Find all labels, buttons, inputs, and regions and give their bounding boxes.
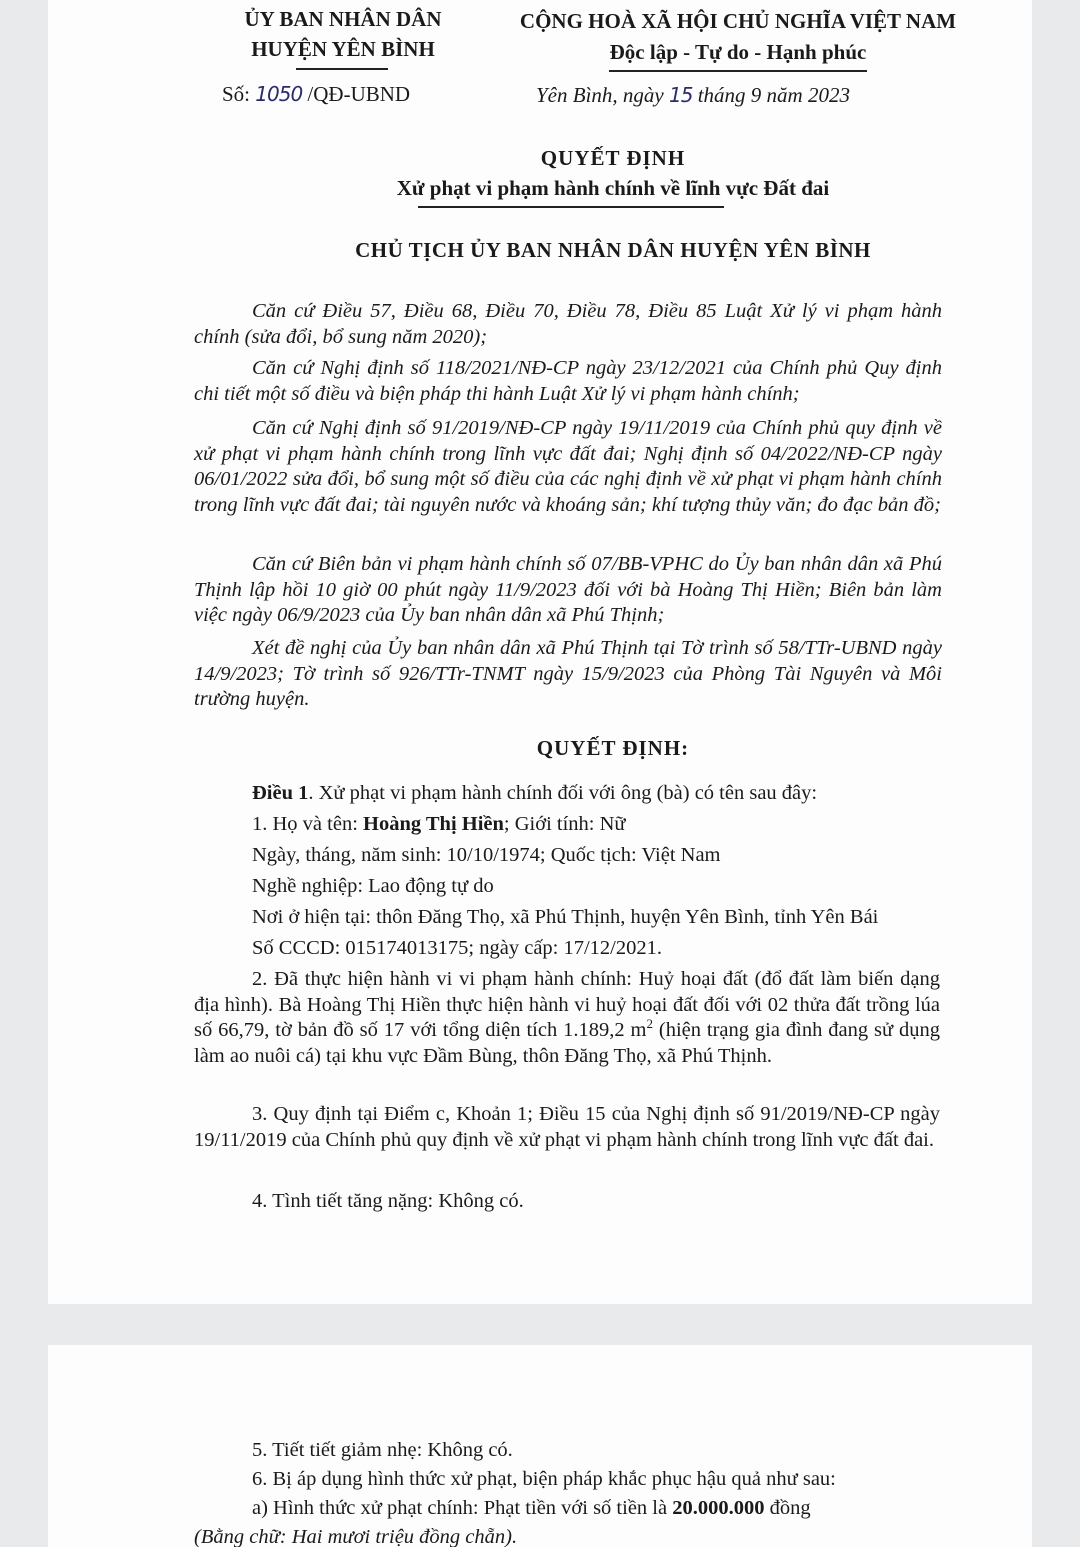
offender-name-line (252, 812, 626, 838)
aggravating-circumstances: 4. Tình tiết tăng nặng: Không có. (252, 1190, 524, 1212)
offender-gender: ; Giới tính: Nữ (503, 813, 626, 835)
fine-amount-in-words: (Bằng chữ: Hai mươi triệu đồng chẵn). (194, 1526, 518, 1547)
authority-title: CHỦ TỊCH ỦY BAN NHÂN DÂN HUYỆN YÊN BÌNH (355, 238, 871, 262)
legal-basis: 3. Quy định tại Điểm c, Khoản 1; Điều 15 của Nghị định số 91/2019/NĐ-CP ngày 19/11/2019 của Chính phủ quy định về xử phạt vi phạm hành chính trong lĩnh vực đất đai. (194, 1103, 940, 1151)
preamble-clause-2: Căn cứ Nghị định số 118/2021/NĐ-CP ngày 23/12/2021 của Chính phủ Quy định chi tiết một số điều và biện pháp thi hành Luật Xử lý vi phạm hành chính; (194, 357, 942, 405)
document-page-1 (48, 0, 1032, 1304)
agency-name-line2: HUYỆN YÊN BÌNH (251, 37, 435, 61)
decision-heading: QUYẾT ĐỊNH: (536, 736, 690, 760)
violation-text-continued: (hiện trạng gia đình đang sử dụng làm ao nuôi cá) tại khu vực Đầm Bùng, thôn Đăng Thọ, xã Phú Thịnh. (194, 1019, 940, 1067)
preamble-clause-1: Căn cứ Điều 57, Điều 68, Điều 70, Điều 78, Điều 85 Luật Xử lý vi phạm hành chính (sửa đổi, bổ sung năm 2020); (194, 300, 942, 348)
document-page-2 (48, 1345, 1032, 1547)
article-1-text: . Xử phạt vi phạm hành chính đối với ông (bà) có tên sau đây: (308, 782, 818, 804)
offender-name: Hoàng Thị Hiền (363, 813, 504, 835)
main-penalty (252, 1496, 942, 1522)
agency-name-line1: ỦY BAN NHÂN DÂN (244, 7, 442, 31)
area-unit-superscript: 2 (646, 1016, 653, 1032)
nation-title: CỘNG HOÀ XÃ HỘI CHỦ NGHĨA VIỆT NAM (519, 9, 957, 33)
offender-id-card: Số CCCD: 015174013175; ngày cấp: 17/12/2021. (252, 937, 662, 959)
main-penalty-text: a) Hình thức xử phạt chính: Phạt tiền với số tiền là (252, 1497, 673, 1519)
document-number-prefix: Số: (222, 82, 251, 106)
date-suffix: tháng 9 năm 2023 (697, 83, 850, 107)
subject-underline (418, 206, 724, 208)
preamble-clause-4: Căn cứ Biên bản vi phạm hành chính số 07/BB-VPHC do Ủy ban nhân dân xã Phú Thịnh lập hồi 10 giờ 00 phút ngày 11/9/2023 đối với bà Hoàng Thị Hiền; Biên bản làm việc ngày 06/9/2023 của Ủy ban nhân dân xã Phú Thịnh; (194, 553, 942, 627)
offender-residence: Nơi ở hiện tại: thôn Đăng Thọ, xã Phú Thịnh, huyện Yên Bình, tỉnh Yên Bái (252, 906, 879, 928)
article-1-label: Điều 1 (252, 782, 309, 804)
article-1-intro (252, 781, 817, 807)
fine-currency: đồng (764, 1497, 811, 1519)
preamble-clause-5: Xét đề nghị của Ủy ban nhân dân xã Phú Thịnh tại Tờ trình số 58/TTr-UBND ngày 14/9/2023; Tờ trình số 926/TTr-TNMT ngày 15/9/2023 của Phòng Tài Nguyên và Môi trường huyện. (194, 637, 942, 711)
violation-description (194, 967, 940, 1069)
date-prefix: Yên Bình, ngày (536, 83, 664, 107)
offender-name-prefix: 1. Họ và tên: (252, 813, 364, 835)
document-number-handwritten: 1050 (255, 82, 303, 106)
penalty-heading: 6. Bị áp dụng hình thức xử phạt, biện pháp khắc phục hậu quả như sau: (252, 1468, 836, 1490)
motto-underline (609, 70, 867, 72)
nation-motto: Độc lập - Tự do - Hạnh phúc (609, 40, 867, 64)
decision-title: QUYẾT ĐỊNH (540, 146, 686, 170)
decision-subject: Xử phạt vi phạm hành chính về lĩnh vực Đất đai (396, 176, 830, 200)
date-day-handwritten: 15 (668, 83, 693, 107)
fine-amount: 20.000.000 (672, 1497, 765, 1519)
agency-underline (296, 68, 388, 70)
document-number (222, 82, 410, 107)
document-number-suffix: /QĐ-UBND (307, 82, 411, 106)
offender-dob: Ngày, tháng, năm sinh: 10/10/1974; Quốc tịch: Việt Nam (252, 844, 721, 866)
offender-occupation: Nghề nghiệp: Lao động tự do (252, 875, 494, 897)
preamble-clause-3: Căn cứ Nghị định số 91/2019/NĐ-CP ngày 19/11/2019 của Chính phủ quy định về xử phạt vi phạm hành chính trong lĩnh vực đất đai; Nghị định số 04/2022/NĐ-CP ngày 06/01/2022 sửa đổi, bổ sung một số điều của các nghị định về xử phạt vi phạm hành chính trong lĩnh vực đất đai; tài nguyên nước và khoáng sản; khí tượng thủy văn; đo đạc bản đồ; (194, 417, 942, 516)
violation-text: 2. Đã thực hiện hành vi vi phạm hành chính: Huỷ hoại đất (đổ đất làm biến dạng địa hình). Bà Hoàng Thị Hiền thực hiện hành vi huỷ hoại đất đối với 02 thửa đất trồng lúa số 66,79, tờ bản đồ số 17 với tổng diện tích 1.189,2 m (194, 968, 940, 1042)
mitigating-circumstances: 5. Tiết tiết giảm nhẹ: Không có. (252, 1439, 513, 1461)
document-date (536, 83, 850, 108)
